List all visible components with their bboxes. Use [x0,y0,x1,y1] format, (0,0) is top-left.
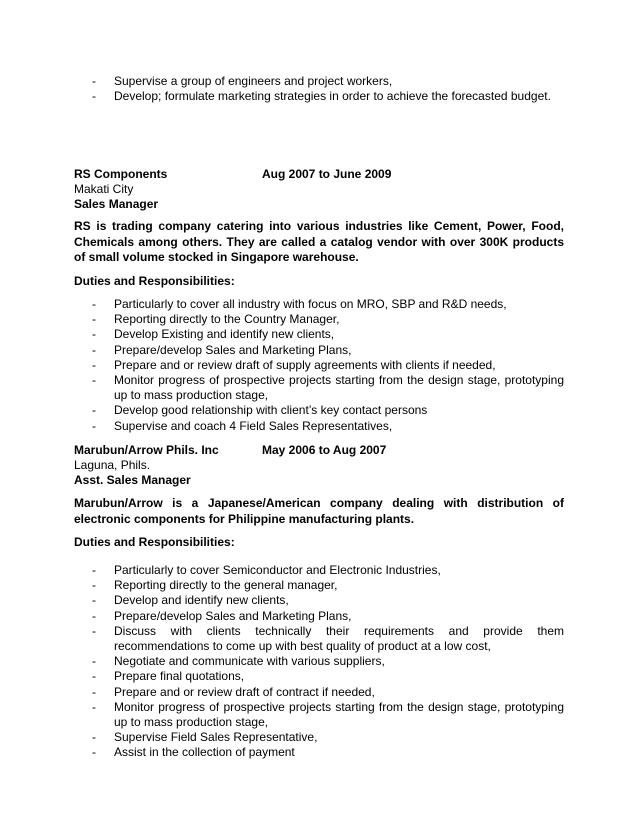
job-1-duties-heading: Duties and Responsibilities: [74,274,235,288]
list-item: - Prepare final quotations, [74,669,564,684]
list-item: - Monitor progress of prospective projects starting from the design stage, prototyping up to mass production stage, [74,700,564,730]
list-item: - Prepare and or review draft of contract if needed, [74,685,564,700]
list-item: - Develop and identify new clients, [74,593,564,608]
list-item: - Supervise and coach 4 Field Sales Representatives, [74,419,564,434]
job-1-title: Sales Manager [74,197,159,211]
list-item: - Assist in the collection of payment [74,745,564,760]
job-2-company: Marubun/Arrow Phils. Inc [74,443,219,457]
intro-bullet-list [74,74,564,104]
list-item: - Prepare and or review draft of supply agreements with clients if needed, [74,358,564,373]
job-1-location: Makati City [74,182,134,196]
job-1-description: RS is trading company catering into various industries like Cement, Power, Food, Chemicals among others. They are called a catalog vendor with over 300K products of small volume stocked in Singapore warehouse. [74,219,564,264]
job-2-title: Asst. Sales Manager [74,473,191,487]
job-2-duties-heading: Duties and Responsibilities: [74,535,235,549]
list-item: - Prepare/develop Sales and Marketing Plans, [74,609,564,624]
list-item: - Develop; formulate marketing strategies in order to achieve the forecasted budget. [74,89,564,104]
list-item: - Discuss with clients technically their requirements and provide them recommendations to come up with best quality of product at a low cost, [74,624,564,654]
list-item: - Particularly to cover all industry with focus on MRO, SBP and R&D needs, [74,297,564,312]
list-item: - Supervise Field Sales Representative, [74,730,564,745]
list-item: - Reporting directly to the Country Manager, [74,312,564,327]
list-item: - Reporting directly to the general manager, [74,578,564,593]
job-2-dates: May 2006 to Aug 2007 [262,443,387,457]
list-item: - Develop Existing and identify new clients, [74,327,564,342]
list-item: - Particularly to cover Semiconductor and Electronic Industries, [74,563,564,578]
job-2-duties-list [74,563,564,761]
job-2-description: Marubun/Arrow is a Japanese/American company dealing with distribution of electronic components for Philippine manufacturing plants. [74,496,564,526]
list-item: - Supervise a group of engineers and project workers, [74,74,564,89]
list-item: - Monitor progress of prospective projects starting from the design stage, prototyping up to mass production stage, [74,373,564,403]
list-item: - Develop good relationship with client’s key contact persons [74,403,564,418]
job-1-dates: Aug 2007 to June 2009 [262,167,392,181]
list-item: - Negotiate and communicate with various suppliers, [74,654,564,669]
job-1-duties-list [74,297,564,434]
list-item: - Prepare/develop Sales and Marketing Plans, [74,343,564,358]
job-1-company: RS Components [74,167,168,181]
job-2-location: Laguna, Phils. [74,458,151,472]
